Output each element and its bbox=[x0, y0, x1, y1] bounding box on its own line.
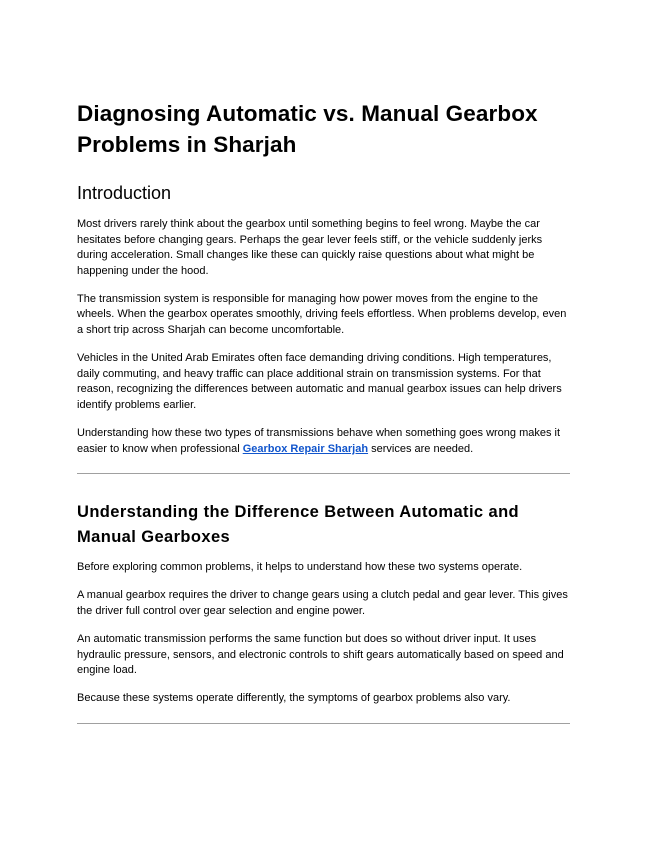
paragraph-text: Understanding how these two types of transmissions behave when something goes wrong makes it easier to know when professional bbox=[77, 427, 561, 455]
paragraph bbox=[77, 426, 573, 457]
paragraph: Most drivers rarely think about the gearbox until something begins to feel wrong. Maybe the car hesitates before changing gears. Perhaps the gear lever feels stiff, or the vehicle suddenly jerks during acceleration. Small changes like these can quickly raise questions about what might be happening under the hood. bbox=[77, 218, 543, 277]
document-title: Diagnosing Automatic vs. Manual Gearbox Problems in Sharjah bbox=[77, 101, 538, 157]
section-difference bbox=[77, 500, 573, 707]
paragraph: Because these systems operate differently, the symptoms of gearbox problems also vary. bbox=[77, 692, 511, 705]
document-page bbox=[77, 98, 573, 724]
intro-body bbox=[77, 217, 573, 457]
divider bbox=[77, 473, 570, 474]
paragraph: Before exploring common problems, it helps to understand how these two systems operate. bbox=[77, 561, 523, 574]
divider bbox=[77, 723, 570, 724]
paragraph-text: services are needed. bbox=[368, 442, 474, 455]
intro-heading: Introduction bbox=[77, 183, 172, 203]
gearbox-repair-link[interactable]: Gearbox Repair Sharjah bbox=[242, 442, 369, 455]
paragraph: A manual gearbox requires the driver to change gears using a clutch pedal and gear lever. This gives the driver full control over gear selection and engine power. bbox=[77, 589, 568, 617]
section-heading: Understanding the Difference Between Automatic and Manual Gearboxes bbox=[77, 503, 520, 547]
paragraph: An automatic transmission performs the same function but does so without driver input. It uses hydraulic pressure, sensors, and electronic controls to shift gears automatically based on speed and engine load. bbox=[77, 633, 564, 677]
paragraph: Vehicles in the United Arab Emirates often face demanding driving conditions. High temperatures, daily commuting, and heavy traffic can place additional strain on transmission systems. For that reason, recognizing the differences between automatic and manual gearbox issues can help drivers identify problems earlier. bbox=[77, 352, 562, 411]
paragraph: The transmission system is responsible for managing how power moves from the engine to the wheels. When the gearbox operates smoothly, driving feels effortless. When problems develop, even a short trip across Sharjah can become uncomfortable. bbox=[77, 292, 567, 337]
